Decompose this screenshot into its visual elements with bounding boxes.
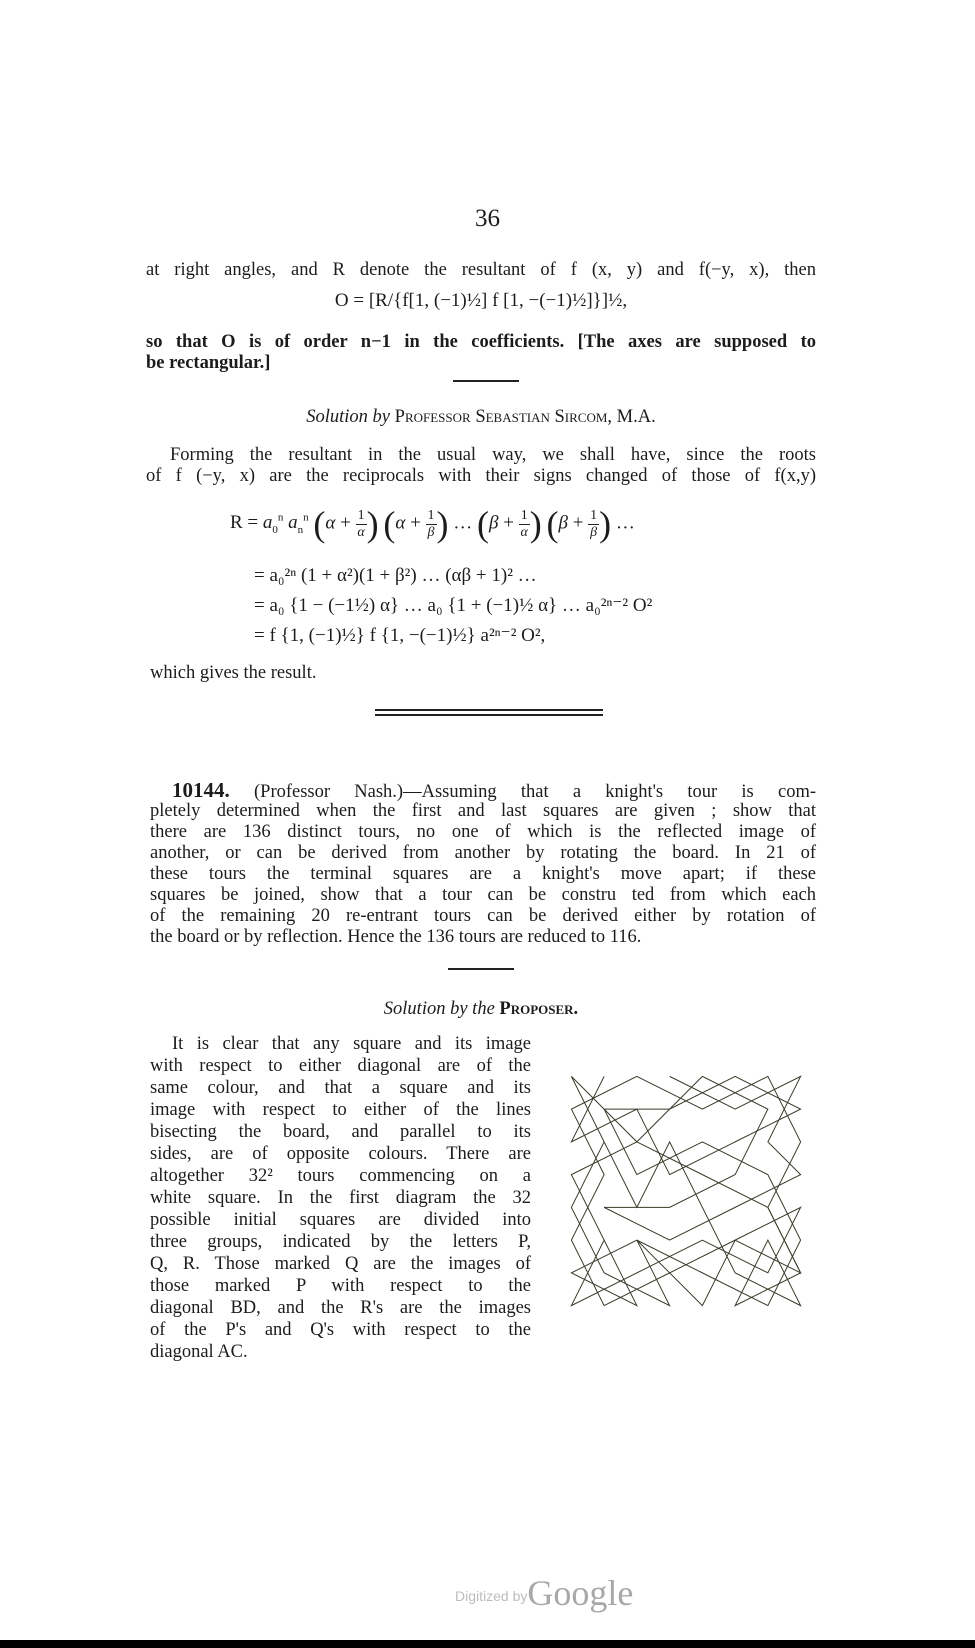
intro-line-2: so that O is of order n−1 in the coefficients. [The axes are supposed to — [146, 332, 816, 352]
solution-2-line: three groups, indicated by the letters P, — [150, 1232, 531, 1252]
intro-line-3: be rectangular.] — [146, 353, 271, 373]
intro-formula: O = [R/{f[1, (−1)½] f [1, −(−1)½]}]½, — [334, 290, 628, 311]
solution-2-line: same colour, and that a square and its — [150, 1078, 531, 1098]
solution-2-line: Q, R. Those marked Q are the images of — [150, 1254, 531, 1274]
knights-tour-diagram — [555, 1060, 817, 1322]
solution-1-para-line-2: of f (−y, x) are the reciprocals with their signs changed of those of f(x,y) — [146, 466, 816, 486]
google-logo: Google — [527, 1573, 634, 1613]
solution-2-line: sides, are of opposite colours. There are — [150, 1144, 531, 1164]
short-rule-2 — [448, 968, 514, 970]
equation-2: = a₀²ⁿ (1 + α²)(1 + β²) … (αβ + 1)² … — [254, 565, 537, 586]
equation-1-lhs: $R = a_0^n$ $a_n^n$ — [230, 512, 309, 537]
page-number: 36 — [475, 205, 500, 232]
solution-2-text — [150, 1033, 531, 1363]
solution-2-line: altogether 32² tours commencing on a — [150, 1166, 531, 1186]
solution-2-heading-name: Proposer. — [499, 999, 579, 1019]
question-line-5: these tours the terminal squares are a knight's move apart; if these — [150, 864, 816, 884]
question-proposer: (Professor Nash.) — [254, 782, 404, 802]
solution-1-heading-name: Professor Sebastian Sircom, M.A. — [394, 407, 656, 427]
solution-2-line: It is clear that any square and its image — [172, 1034, 531, 1054]
solution-2-line: diagonal AC. — [150, 1342, 248, 1362]
short-rule — [453, 380, 519, 382]
solution-2-line: possible initial squares are divided into — [150, 1210, 531, 1230]
solution-2-line: image with respect to either of the lines — [150, 1100, 531, 1120]
solution-1-para-line-1: Forming the resultant in the usual way, we shall have, since the roots — [170, 445, 816, 465]
solution-1-heading — [146, 406, 816, 428]
intro-line-1: at right angles, and R denote the resultant of f (x, y) and f(−y, x), then — [146, 260, 816, 280]
solution-2-line: those marked P with respect to the — [150, 1276, 531, 1296]
solution-1-heading-italic: Solution by — [306, 407, 391, 427]
scan-edge-bar — [0, 1640, 975, 1648]
equation-3: = a₀ {1 − (−1½) α} … a₀ {1 + (−1)½ α} … a₀²ⁿ⁻² O² — [254, 595, 653, 616]
solution-2-line: bisecting the board, and parallel to its — [150, 1122, 531, 1142]
question-line-3: there are 136 distinct tours, no one of which is the reflected image of — [150, 822, 816, 842]
solution-1-closing: which gives the result. — [150, 663, 317, 683]
double-rule-top — [375, 709, 603, 711]
equation-4: = f {1, (−1)½} f {1, −(−1)½} a²ⁿ⁻² O², — [254, 625, 546, 646]
question-text-1: —Assuming that a knight's tour is com- — [403, 782, 816, 802]
solution-2-line: white square. In the first diagram the 32 — [150, 1188, 531, 1208]
double-rule-bottom — [375, 714, 603, 716]
digitized-by-google-watermark — [455, 1572, 633, 1614]
question-line-6: squares be joined, show that a tour can be constru ted from which each — [150, 885, 816, 905]
question-line-4: another, or can be derived from another by rotating the board. In 21 of — [150, 843, 816, 863]
equation-1: $R = a_0^n$ $a_n^n$ (α + $\frac{1}{\alpha}$ ) (α + $\frac{1}{\beta}$ ) … (β + $\frac{1}{\alpha}$ ) (β + $\frac{1}{\beta}$ ) … — [230, 504, 635, 544]
question-line-7: of the remaining 20 re-entrant tours can be derived either by rotation of — [150, 906, 816, 926]
solution-2-line: diagonal BD, and the R's are the images — [150, 1298, 531, 1318]
question-number: 10144. — [172, 778, 230, 802]
digitized-label: Digitized by — [455, 1588, 528, 1604]
question-line-2: pletely determined when the first and last squares are given ; show that — [150, 801, 816, 821]
solution-2-heading — [146, 998, 816, 1020]
question-line-8: the board or by reflection. Hence the 136 tours are reduced to 116. — [150, 927, 642, 947]
solution-2-line: of the P's and Q's with respect to the — [150, 1320, 531, 1340]
solution-2-line: with respect to either diagonal are of the — [150, 1056, 531, 1076]
solution-2-heading-italic: Solution by the — [383, 999, 495, 1019]
